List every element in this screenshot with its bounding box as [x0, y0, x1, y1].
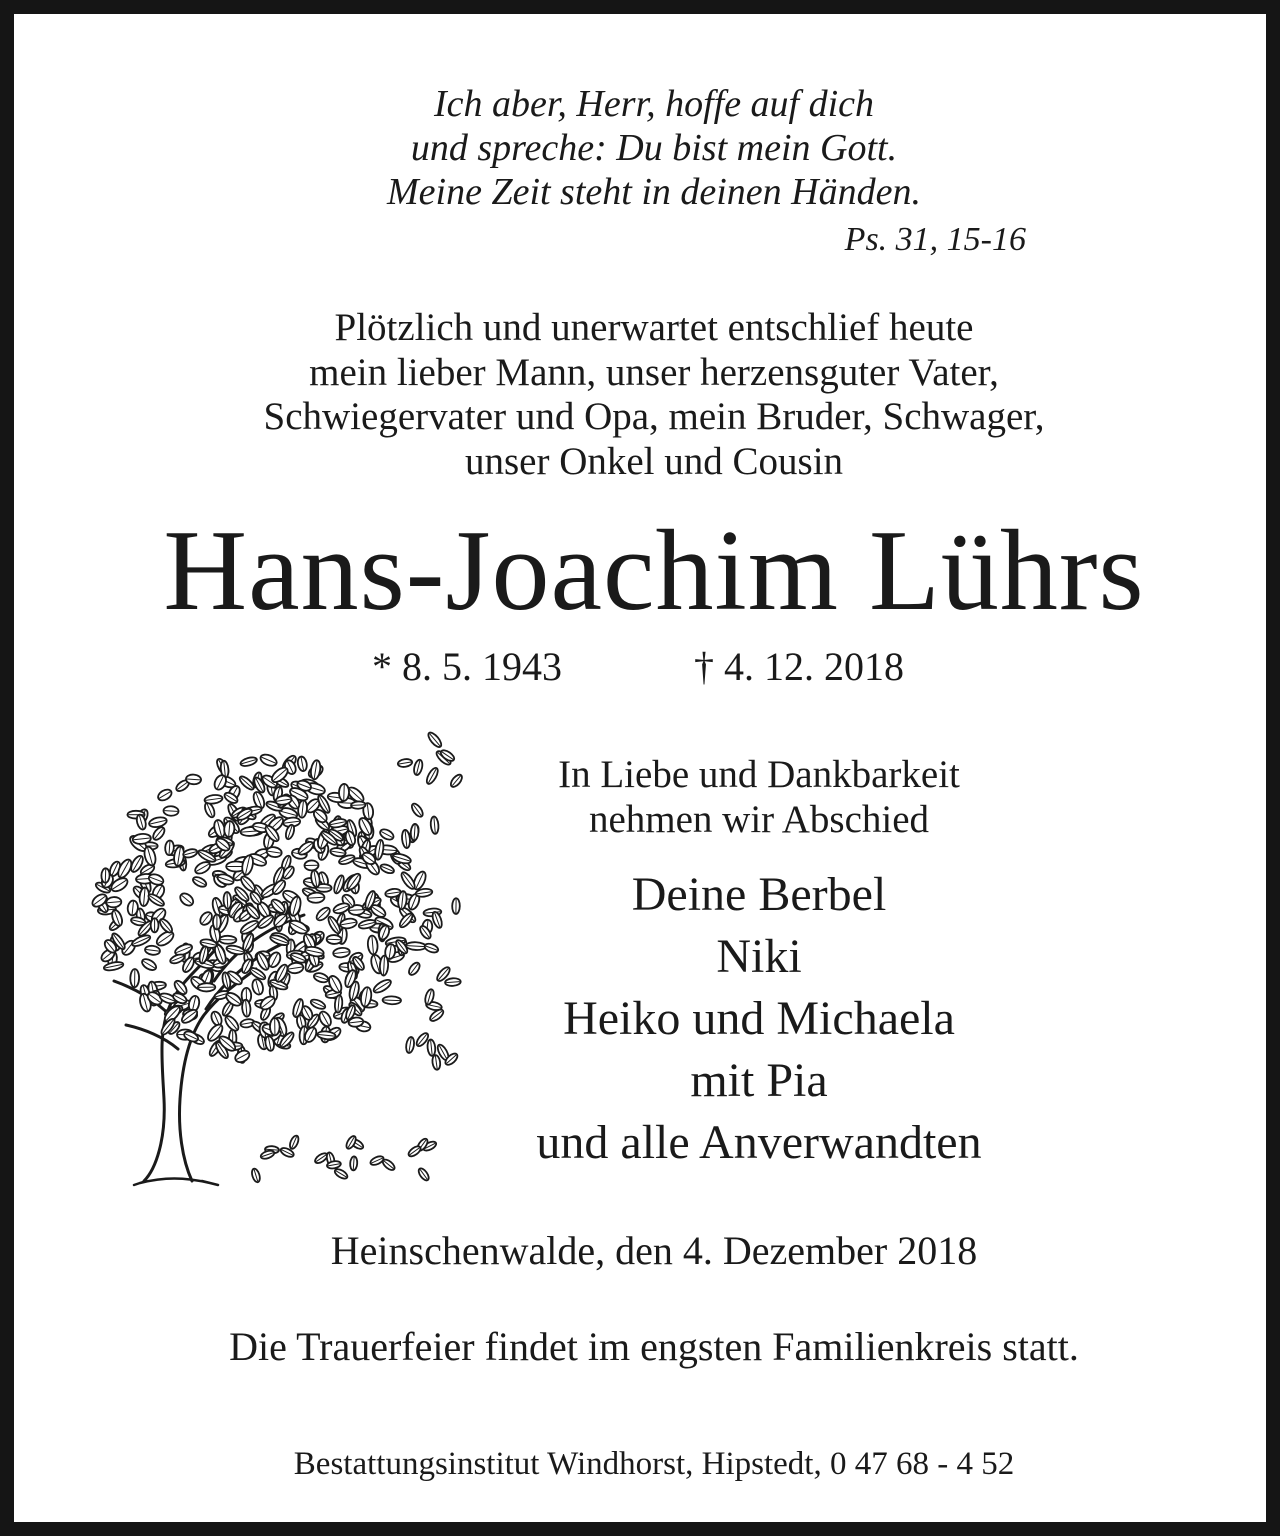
mourners-list [454, 864, 1064, 1174]
farewell-text [454, 752, 1064, 842]
intro-line: Schwiegervater und Opa, mein Bruder, Schwager, [263, 395, 1045, 438]
verse-line: Meine Zeit steht in deinen Händen. [387, 171, 921, 213]
intro-line: unser Onkel und Cousin [464, 439, 844, 483]
farewell-line: nehmen wir Abschied [588, 798, 930, 841]
windblown-tree-icon [74, 719, 464, 1199]
intro-line: mein lieber Mann, unser herzensguter Vater, [309, 350, 999, 394]
death-date: † 4. 12. 2018 [694, 644, 904, 689]
mourner-line: mit Pia [690, 1054, 828, 1107]
mourner-line: Deine Berbel [631, 868, 887, 921]
verse-line: Ich aber, Herr, hoffe auf dich [433, 83, 875, 125]
mourner-line: und alle Anverwandten [536, 1116, 982, 1169]
birth-date: * 8. 5. 1943 [372, 644, 562, 689]
farewell-line: In Liebe und Dankbarkeit [558, 753, 960, 796]
deceased-name: Hans-Joachim Lührs [163, 507, 1145, 635]
intro-text [14, 306, 1280, 484]
place-and-date: Heinschenwalde, den 4. Dezember 2018 [330, 1228, 978, 1273]
intro-line: Plötzlich und unerwartet entschlief heute [334, 306, 974, 349]
ceremony-notice: Die Trauerfeier findet im engsten Familienkreis statt. [229, 1324, 1079, 1369]
verse-line: und spreche: Du bist mein Gott. [410, 127, 898, 169]
verse-reference: Ps. 31, 15-16 [844, 221, 1026, 258]
mourner-line: Niki [716, 930, 802, 983]
bible-verse [14, 82, 1280, 214]
undertaker-info: Bestattungsinstitut Windhorst, Hipstedt, 0 47 68 - 4 52 [293, 1446, 1015, 1482]
mourner-line: Heiko und Michaela [563, 992, 955, 1045]
